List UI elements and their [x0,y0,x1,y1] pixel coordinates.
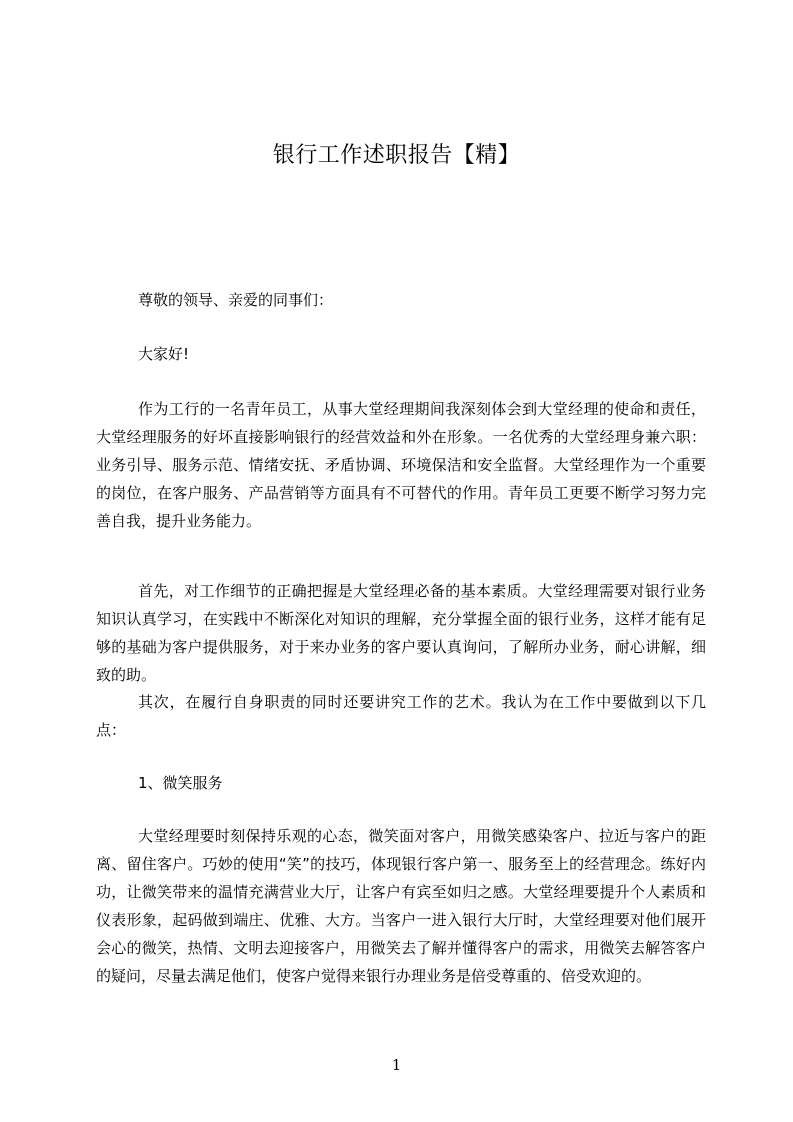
section-paragraph: 大堂经理要时刻保持乐观的心态，微笑面对客户，用微笑感染客户、拉近与客户的距离、留住客户。巧妙的使用“笑”的技巧，体现银行客户第一、服务至上的经营理念。练好内功，让微笑带来的温情充满营业大厅，让客户有宾至如归之感。大堂经理要提升个人素质和仪表形象，起码做到端庄、优雅、大方。当客户一进入银行大厅时，大堂经理要对他们展开会心的微笑，热情、文明去迎接客户，用微笑去了解并懂得客户的需求，用微笑去解答客户的疑问，尽量去满足他们，使客户觉得来银行办理业务是倍受尊重的、倍受欢迎的。 [96,827,706,985]
page-number: 1 [391,1056,402,1074]
section-heading: 1、微笑服务 [138,774,223,792]
page-title: 银行工作述职报告【精】 [272,143,521,168]
paragraph-intro: 作为工行的一名青年员工，从事大堂经理期间我深刻体会到大堂经理的使命和责任，大堂经理服务的好坏直接影响银行的经营效益和外在形象。一名优秀的大堂经理身兼六职：业务引导、服务示范、情绪安抚、矛盾协调、环境保洁和安全监督。大堂经理作为一个重要的岗位，在客户服务、产品营销等方面具有不可替代的作用。青年员工更要不断学习努力完善自我，提升业务能力。 [96,400,706,530]
salutation: 尊敬的领导、亲爱的同事们： [138,291,334,309]
paragraph-second: 其次，在履行自身职责的同时还要讲究工作的艺术。我认为在工作中要做到以下几点： [96,693,706,739]
paragraph-first: 首先，对工作细节的正确把握是大堂经理必备的基本素质。大堂经理需要对银行业务知识认真学习，在实践中不断深化对知识的理解，充分掌握全面的银行业务，这样才能有足够的基础为客户提供服务，对于来办业务的客户要认真询问，了解所办业务，耐心讲解，细致的助。 [96,582,706,684]
greeting: 大家好! [138,345,190,363]
